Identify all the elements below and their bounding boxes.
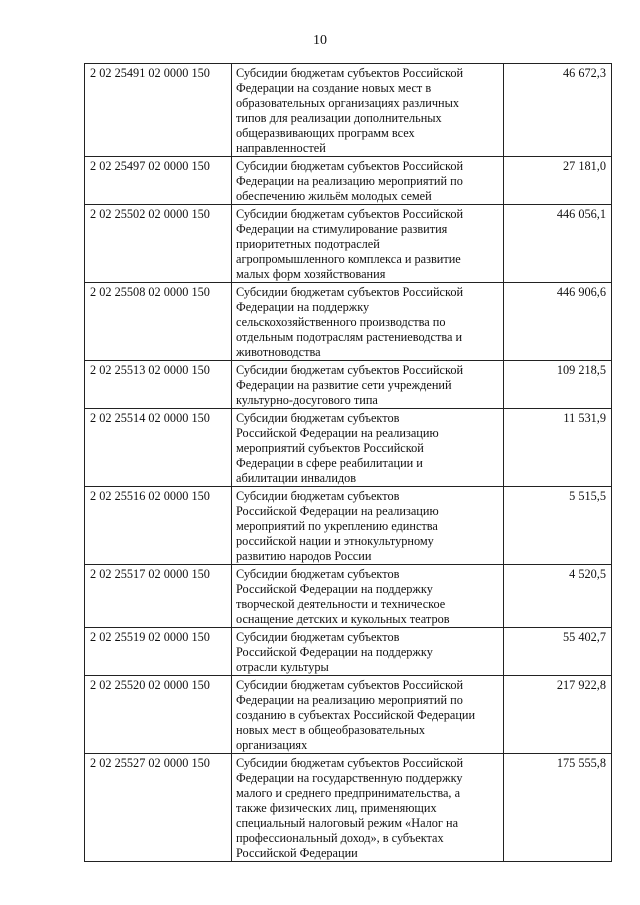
amount-cell: 27 181,0 <box>504 157 612 205</box>
amount-cell: 446 906,6 <box>504 283 612 361</box>
description-line: малых форм хозяйствования <box>236 267 386 281</box>
table-row <box>85 283 612 361</box>
description-line: Субсидии бюджетам субъектов Российской <box>236 678 464 692</box>
amount-cell: 4 520,5 <box>504 565 612 628</box>
description-line: Российской Федерации на поддержку <box>236 582 433 596</box>
description-line: Федерации на реализацию мероприятий по <box>236 174 463 188</box>
amount-cell: 46 672,3 <box>504 64 612 157</box>
description-cell <box>232 205 504 283</box>
table-row <box>85 676 612 754</box>
description-line: животноводства <box>236 345 321 359</box>
description-line: отрасли культуры <box>236 660 329 674</box>
table-row <box>85 754 612 862</box>
table-row <box>85 565 612 628</box>
description-line: Федерации на государственную поддержку <box>236 771 463 785</box>
description-line: агропромышленного комплекса и развитие <box>236 252 461 266</box>
budget-code-cell: 2 02 25520 02 0000 150 <box>85 676 232 754</box>
description-cell <box>232 157 504 205</box>
description-line: Субсидии бюджетам субъектов Российской <box>236 66 464 80</box>
description-line: Субсидии бюджетам субъектов <box>236 411 400 425</box>
description-line: культурно-досугового типа <box>236 393 378 407</box>
amount-cell: 175 555,8 <box>504 754 612 862</box>
description-line: Субсидии бюджетам субъектов <box>236 630 400 644</box>
description-line: Субсидии бюджетам субъектов Российской <box>236 159 464 173</box>
description-cell <box>232 283 504 361</box>
description-line: созданию в субъектах Российской Федерации <box>236 708 476 722</box>
amount-cell: 217 922,8 <box>504 676 612 754</box>
amount-cell: 11 531,9 <box>504 409 612 487</box>
description-line: сельскохозяйственного производства по <box>236 315 446 329</box>
description-line: специальный налоговый режим «Налог на <box>236 816 459 830</box>
description-line: Российской Федерации на поддержку <box>236 645 433 659</box>
description-line: Российской Федерации на реализацию <box>236 504 439 518</box>
description-line: Федерации на создание новых мест в <box>236 81 432 95</box>
description-line: новых мест в общеобразовательных <box>236 723 425 737</box>
description-line: Субсидии бюджетам субъектов Российской <box>236 285 464 299</box>
budget-table <box>84 63 612 862</box>
description-cell <box>232 754 504 862</box>
description-line: российской нации и этнокультурному <box>236 534 434 548</box>
description-line: образовательных организациях различных <box>236 96 460 110</box>
description-line: Федерации на поддержку <box>236 300 370 314</box>
budget-code-cell: 2 02 25491 02 0000 150 <box>85 64 232 157</box>
description-cell <box>232 409 504 487</box>
description-line: творческой деятельности и техническое <box>236 597 446 611</box>
description-line: мероприятий субъектов Российской <box>236 441 424 455</box>
description-line: организациях <box>236 738 308 752</box>
description-cell <box>232 64 504 157</box>
description-line: направленностей <box>236 141 326 155</box>
amount-cell: 55 402,7 <box>504 628 612 676</box>
description-line: Субсидии бюджетам субъектов <box>236 489 400 503</box>
description-line: Субсидии бюджетам субъектов Российской <box>236 756 464 770</box>
table-row <box>85 205 612 283</box>
description-cell <box>232 628 504 676</box>
budget-code-cell: 2 02 25519 02 0000 150 <box>85 628 232 676</box>
description-line: Федерации на стимулирование развития <box>236 222 448 236</box>
description-line: Российской Федерации <box>236 846 358 860</box>
budget-code-cell: 2 02 25517 02 0000 150 <box>85 565 232 628</box>
description-line: малого и среднего предпринимательства, а <box>236 786 461 800</box>
table-row <box>85 487 612 565</box>
table-row <box>85 628 612 676</box>
description-line: отдельным подотраслям растениеводства и <box>236 330 463 344</box>
description-line: приоритетных подотраслей <box>236 237 380 251</box>
description-cell <box>232 487 504 565</box>
description-line: мероприятий по укреплению единства <box>236 519 438 533</box>
table-row <box>85 64 612 157</box>
description-line: Федерации на реализацию мероприятий по <box>236 693 463 707</box>
description-line: общеразвивающих программ всех <box>236 126 415 140</box>
description-line: Федерации на развитие сети учреждений <box>236 378 452 392</box>
description-line: развитию народов России <box>236 549 372 563</box>
description-line: Федерации в сфере реабилитации и <box>236 456 423 470</box>
description-line: профессиональный доход», в субъектах <box>236 831 444 845</box>
description-line: обеспечению жильём молодых семей <box>236 189 432 203</box>
table-row <box>85 157 612 205</box>
table-row <box>85 361 612 409</box>
amount-cell: 109 218,5 <box>504 361 612 409</box>
page-number: 10 <box>313 33 327 48</box>
description-line: Субсидии бюджетам субъектов <box>236 567 400 581</box>
description-line: также физических лиц, применяющих <box>236 801 437 815</box>
budget-code-cell: 2 02 25508 02 0000 150 <box>85 283 232 361</box>
amount-cell: 446 056,1 <box>504 205 612 283</box>
budget-code-cell: 2 02 25502 02 0000 150 <box>85 205 232 283</box>
description-line: Российской Федерации на реализацию <box>236 426 439 440</box>
description-cell <box>232 361 504 409</box>
description-cell <box>232 565 504 628</box>
table-row <box>85 409 612 487</box>
description-line: оснащение детских и кукольных театров <box>236 612 450 626</box>
amount-cell: 5 515,5 <box>504 487 612 565</box>
description-line: типов для реализации дополнительных <box>236 111 442 125</box>
budget-code-cell: 2 02 25516 02 0000 150 <box>85 487 232 565</box>
description-line: Субсидии бюджетам субъектов Российской <box>236 207 464 221</box>
budget-code-cell: 2 02 25497 02 0000 150 <box>85 157 232 205</box>
description-line: абилитации инвалидов <box>236 471 357 485</box>
description-cell <box>232 676 504 754</box>
description-line: Субсидии бюджетам субъектов Российской <box>236 363 464 377</box>
budget-code-cell: 2 02 25513 02 0000 150 <box>85 361 232 409</box>
budget-code-cell: 2 02 25527 02 0000 150 <box>85 754 232 862</box>
budget-code-cell: 2 02 25514 02 0000 150 <box>85 409 232 487</box>
